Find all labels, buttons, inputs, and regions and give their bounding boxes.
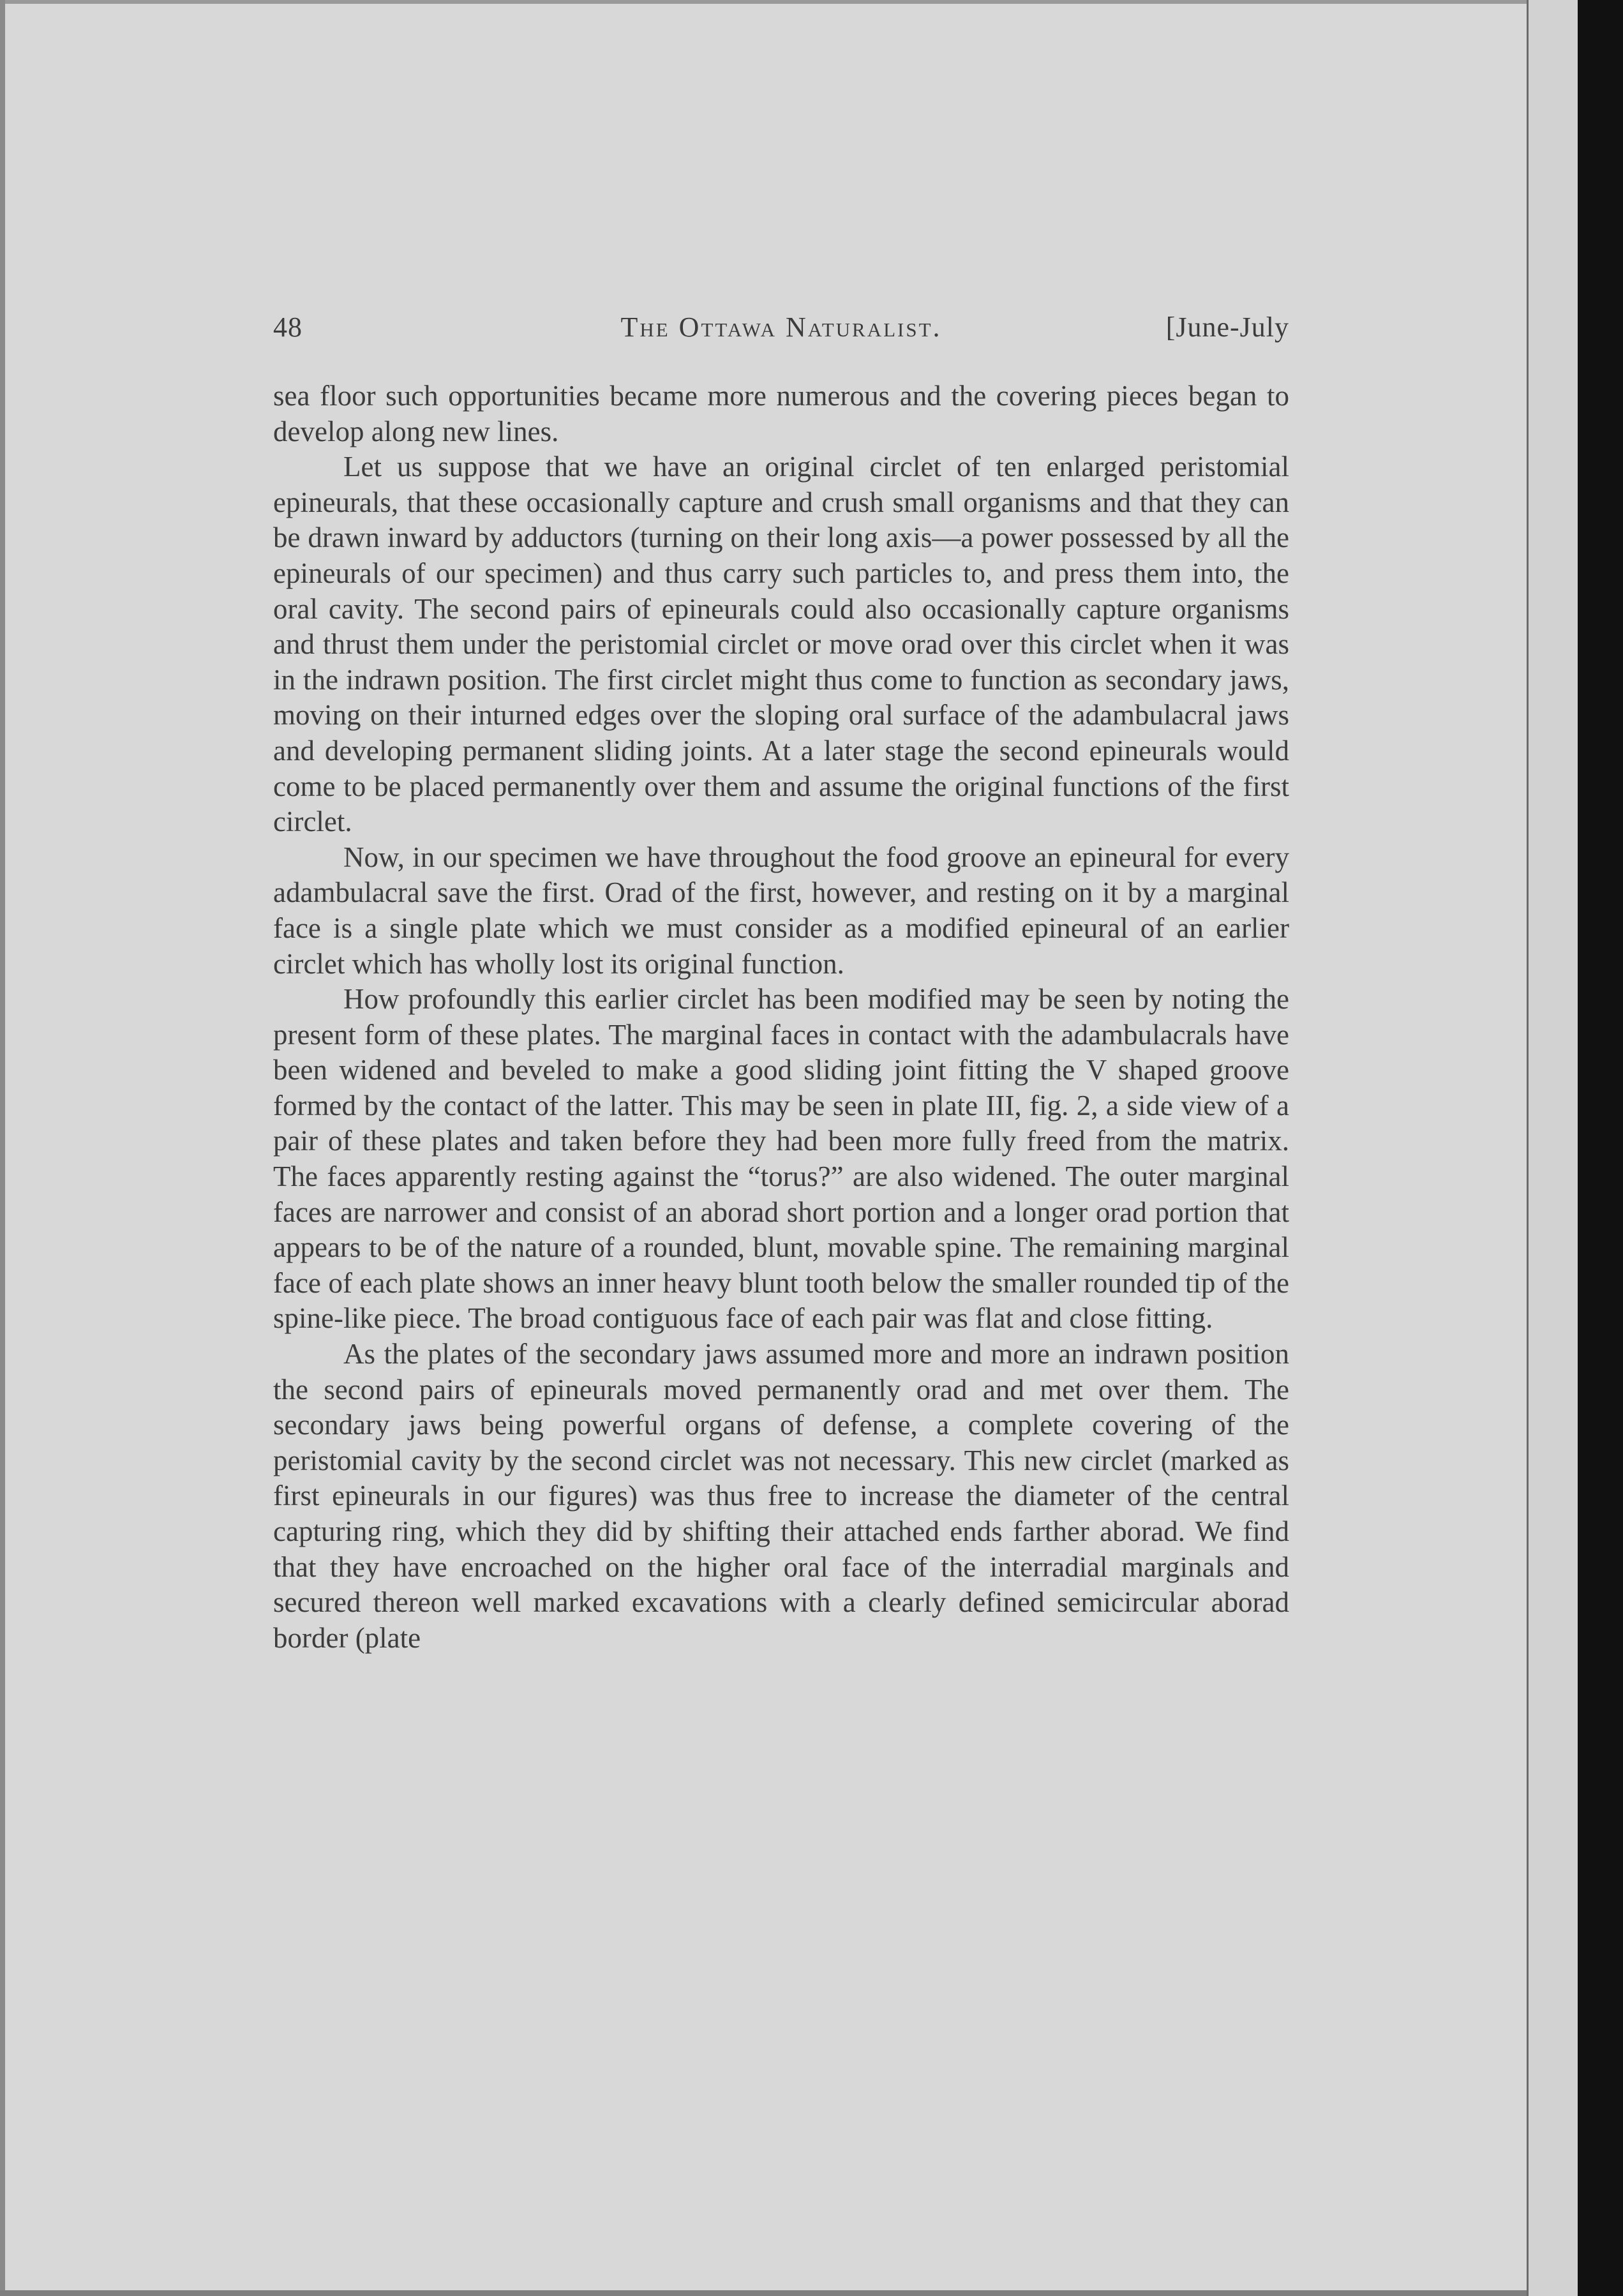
paragraph-continued: sea floor such opportunities became more numerous and the covering pieces began to develop along new lines. (273, 380, 1289, 447)
page-number: 48 (273, 311, 303, 343)
journal-title: The Ottawa Naturalist. (620, 311, 942, 343)
scan-border-right (1578, 0, 1623, 2296)
body-text (273, 379, 1289, 1656)
paragraph: Now, in our specimen we have throughout the food groove an epineural for every adambulacral save the first. Orad of the first, however, and resting on it by a marginal face is a single plate which we must consider as a modified epineural of an earlier circlet which has wholly lost its original function. (273, 841, 1289, 980)
paragraph: As the plates of the secondary jaws assumed more and more an indrawn position the second pairs of epineurals moved permanently orad and met over them. The secondary jaws being powerful organs of defense, a complete covering of the peristomial cavity by the second circlet was not necessary. This new circlet (marked as first epineurals in our figures) was thus free to increase the diameter of the central capturing ring, which they did by shifting their attached ends farther aborad. We find that they have encroached on the higher oral face of the interradial marginals and secured thereon well marked excavations with a clearly defined semicircular aborad border (plate (273, 1338, 1289, 1654)
scan-edge-top (0, 0, 1623, 4)
paragraph: Let us suppose that we have an original circlet of ten enlarged peristomial epineurals, that these occasionally capture and crush small organisms and that they can be drawn inward by adductors (turning on their long axis—a power possessed by all the epineurals of our specimen) and thus carry such particles to, and press them into, the oral cavity. The second pairs of epineurals could also occasionally capture organisms and thrust them under the peristomial circlet or move orad over this circlet when it was in the indrawn position. The first circlet might thus come to function as secondary jaws, moving on their inturned edges over the sloping oral surface of the adambulacral jaws and developing permanent sliding joints. At a later stage the second epineurals would come to be placed permanently over them and assume the original functions of the first circlet. (273, 451, 1289, 838)
paragraph: How profoundly this earlier circlet has been modified may be seen by noting the present form of these plates. The marginal faces in contact with the adambulacrals have been widened and beveled to make a good sliding joint fitting the V shaped groove formed by the contact of the latter. This may be seen in plate III, fig. 2, a side view of a pair of these plates and taken before they had been more fully freed from the matrix. The faces apparently resting against the “torus?” are also widened. The outer marginal faces are narrower and consist of an aborad short portion and a longer orad portion that appears to be of the nature of a rounded, blunt, movable spine. The remaining marginal face of each plate shows an inner heavy blunt tooth below the smaller rounded tip of the spine-like piece. The broad contiguous face of each pair was flat and close fitting. (273, 983, 1289, 1335)
adjacent-page-edge (1527, 0, 1580, 2296)
scan-edge-left (0, 0, 5, 2296)
scan-edge-bottom (0, 2290, 1623, 2296)
running-header (273, 311, 1289, 349)
issue-label: [June-July (1165, 311, 1289, 343)
